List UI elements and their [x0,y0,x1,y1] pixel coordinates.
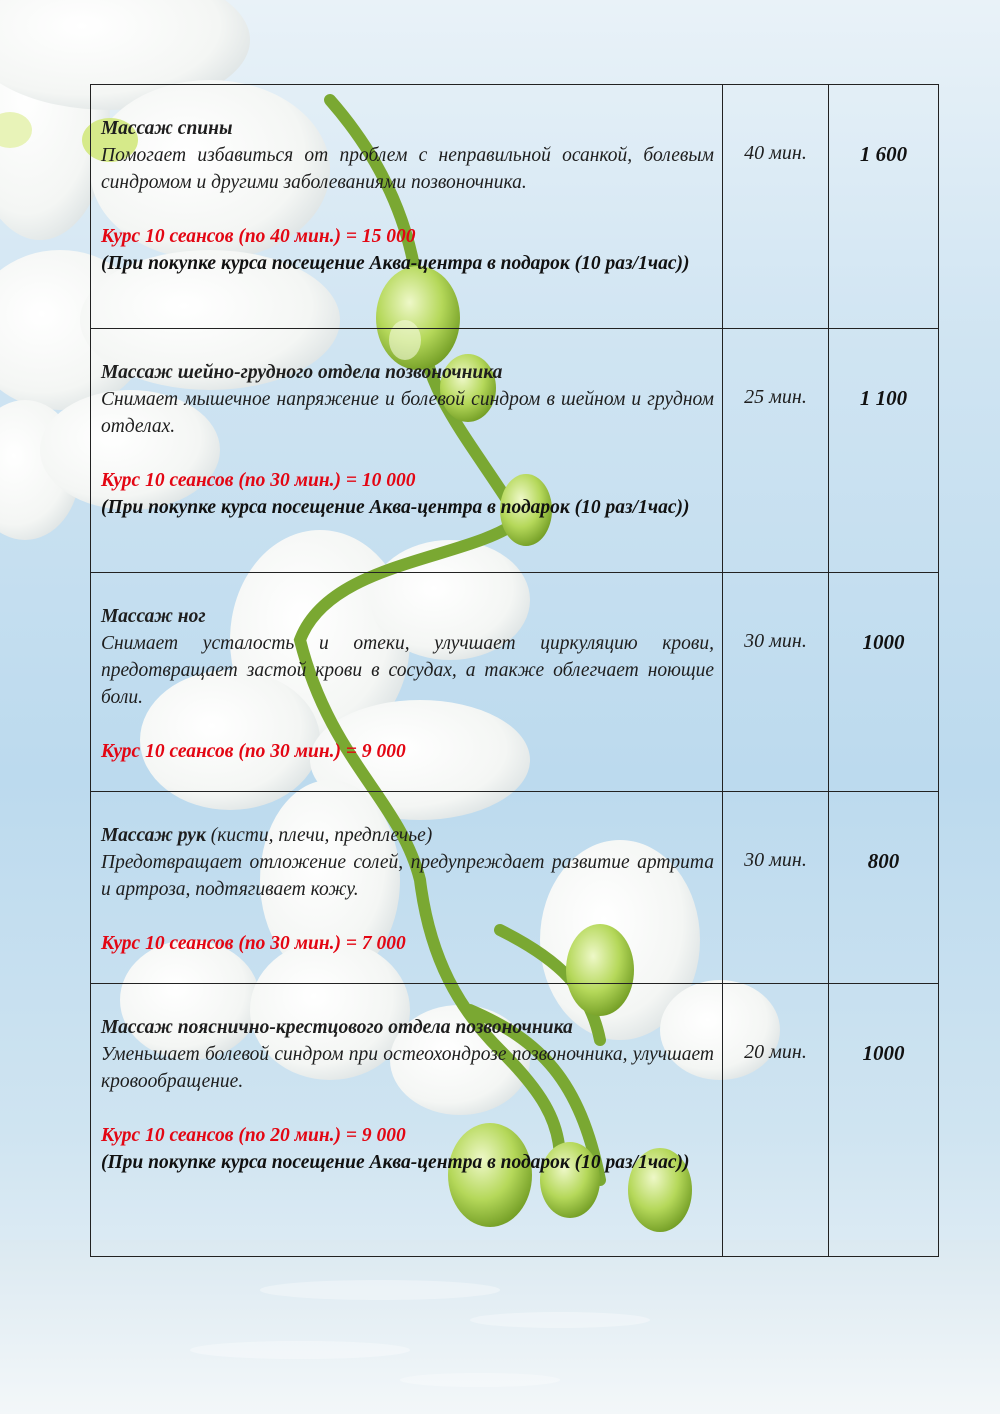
course-offer: Курс 10 сеансов (по 40 мин.) = 15 000 [101,226,416,247]
gift-note: (При покупке курса посещение Аква-центра в подарок (10 раз/1час)) [101,497,690,518]
course-offer: Курс 10 сеансов (по 30 мин.) = 10 000 [101,470,416,491]
service-description: Предотвращает отложение солей, предупреждает развитие артрита и артроза, подтягивает кожу. [101,852,714,900]
table-row [91,573,939,792]
table-row [91,792,939,984]
service-title: Массаж пояснично-крестцового отдела позвоночника [101,1017,573,1038]
gift-note: (При покупке курса посещение Аква-центра в подарок (10 раз/1час)) [101,1152,690,1173]
table-row [91,984,939,1257]
service-title: Массаж спины [101,118,233,139]
price-cell: 1000 [829,573,939,792]
service-title: Массаж ног [101,606,206,627]
service-description: Уменьшает болевой синдром при остеохондрозе позвоночника, улучшает кровообращение. [101,1044,714,1092]
price-cell: 1 100 [829,329,939,573]
price-table [90,84,939,1257]
price-cell: 1000 [829,984,939,1257]
course-offer: Курс 10 сеансов (по 30 мин.) = 9 000 [101,741,406,762]
course-offer: Курс 10 сеансов (по 30 мин.) = 7 000 [101,933,406,954]
duration-cell: 40 мин. [723,85,829,329]
duration-cell: 25 мин. [723,329,829,573]
service-description-cell [91,85,723,329]
duration-cell: 20 мин. [723,984,829,1257]
service-title: Массаж шейно-грудного отдела позвоночника [101,362,503,383]
services-table-wrapper [90,84,938,1257]
service-title: Массаж рук [101,825,206,846]
gift-note: (При покупке курса посещение Аква-центра в подарок (10 раз/1час)) [101,253,690,274]
service-description: Снимает усталость и отеки, улучшает циркуляцию крови, предотвращает застой крови в сосудах, а также облегчает ноющие боли. [101,633,714,708]
service-description-cell [91,984,723,1257]
table-row [91,329,939,573]
course-offer: Курс 10 сеансов (по 20 мин.) = 9 000 [101,1125,406,1146]
service-description-cell [91,792,723,984]
price-cell: 800 [829,792,939,984]
service-description: Снимает мышечное напряжение и болевой синдром в шейном и грудном отделах. [101,389,714,437]
table-row [91,85,939,329]
service-description-cell [91,329,723,573]
service-description: Помогает избавиться от проблем с неправильной осанкой, болевым синдромом и другими заболеваниями позвоночника. [101,145,714,193]
duration-cell: 30 мин. [723,573,829,792]
service-title-note: (кисти, плечи, предплечье) [205,825,433,846]
price-cell: 1 600 [829,85,939,329]
service-description-cell [91,573,723,792]
duration-cell: 30 мин. [723,792,829,984]
